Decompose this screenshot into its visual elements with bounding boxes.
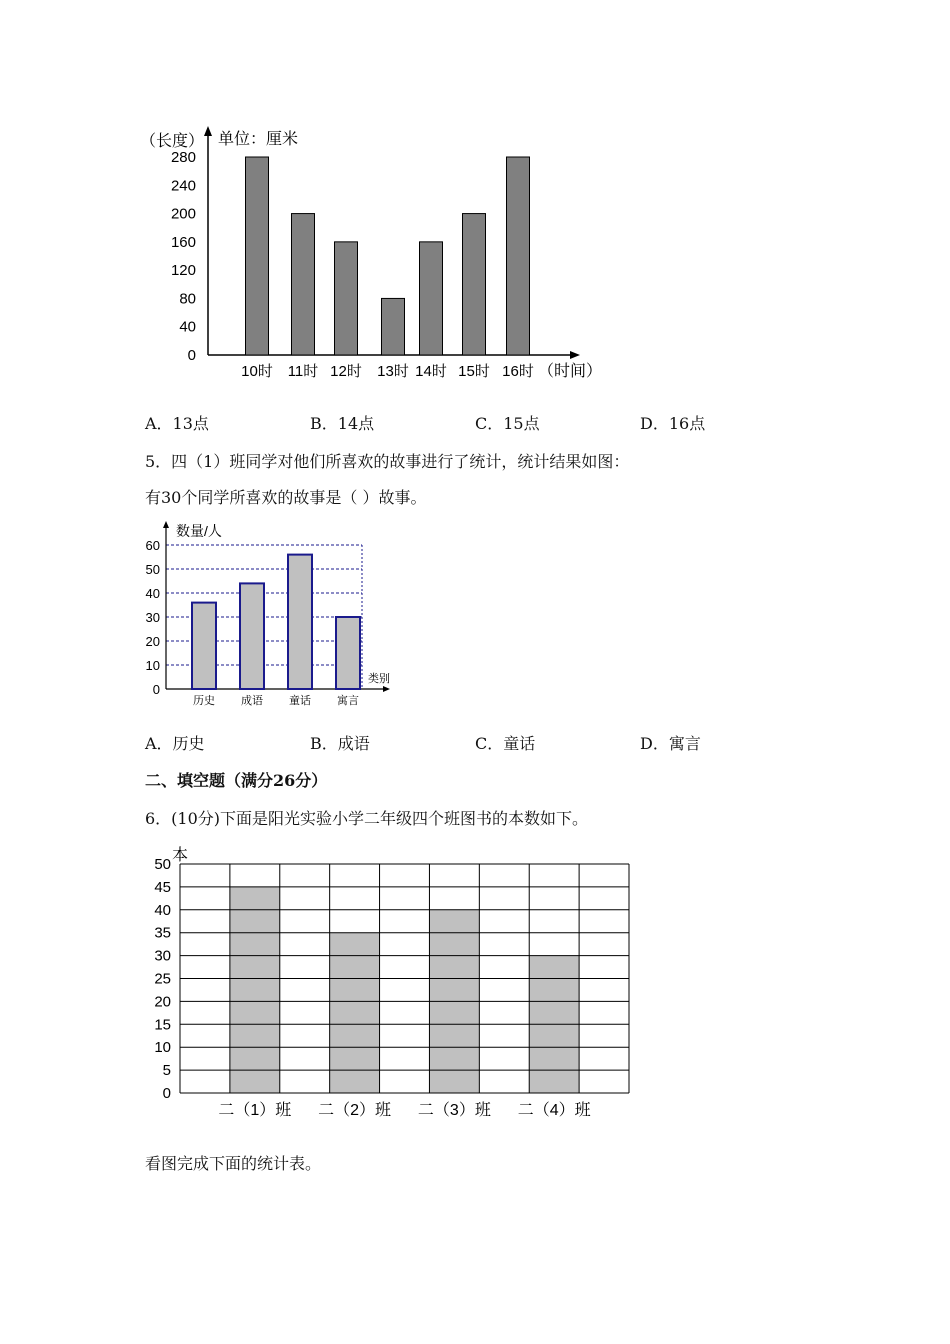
chart3-ytick-label: 30 xyxy=(154,947,171,965)
chart2-bar xyxy=(240,583,264,689)
chart3-ytick-label: 50 xyxy=(154,856,171,873)
chart1-ytick-label: 200 xyxy=(170,205,196,223)
chart2-ytick-label: 0 xyxy=(152,682,160,697)
chart1-ytick-label: 160 xyxy=(170,233,196,251)
chart3-xtick-label: 二（1）班 xyxy=(218,1102,292,1119)
chart3-ytick-label: 25 xyxy=(154,970,171,988)
chart3-ytick-label: 0 xyxy=(162,1085,171,1102)
chart1-bar xyxy=(335,242,358,355)
chart3-xtick-label: 二（3）班 xyxy=(417,1102,491,1119)
chart2-ytick-label: 50 xyxy=(145,562,160,577)
chart1-bar xyxy=(292,214,315,355)
chart2-bar xyxy=(336,617,360,689)
chart3-ytick-label: 40 xyxy=(154,901,171,919)
chart1-unit-label: 单位：厘米 xyxy=(218,131,299,148)
chart2-xtick-label: 历史 xyxy=(193,695,215,707)
chart1-bar xyxy=(420,242,443,355)
chart3-xtick-label: 二（2）班 xyxy=(318,1102,392,1119)
chart1-xtick-label: 16时 xyxy=(502,363,534,380)
chart1-ytick-label: 0 xyxy=(187,347,196,364)
chart3-ytick-label: 15 xyxy=(154,1016,171,1034)
q4-option-b[interactable]: B．14点 xyxy=(310,414,375,433)
chart2-xtick-label: 成语 xyxy=(241,695,263,707)
q5-option-d[interactable]: D．寓言 xyxy=(640,734,701,753)
chart1-xtick-label: 12时 xyxy=(330,363,362,380)
chart1-ytick-label: 120 xyxy=(170,262,196,280)
chart1-bar xyxy=(507,157,530,355)
q5-option-a[interactable]: A．历史 xyxy=(145,734,205,753)
chart1-ytick-label: 40 xyxy=(179,318,196,336)
q6-stem: 6．(10分)下面是阳光实验小学二年级四个班图书的本数如下。 xyxy=(145,809,589,828)
q5-question: 有30个同学所喜欢的故事是（ ）故事。 xyxy=(145,488,427,507)
chart3-bar xyxy=(330,933,380,1093)
chart1-bar xyxy=(463,214,486,355)
chart2-ytick-label: 60 xyxy=(145,538,160,553)
chart2-ytick-label: 20 xyxy=(145,634,160,649)
chart2-ylabel: 数量/人 xyxy=(176,523,222,539)
chart2-xtick-label: 寓言 xyxy=(337,695,359,707)
chart1-x-arrow xyxy=(570,351,580,359)
q4-option-a[interactable]: A．13点 xyxy=(145,414,209,433)
chart2-xlabel: 类别 xyxy=(368,673,390,685)
chart2-ytick-label: 10 xyxy=(145,658,160,673)
chart2-y-arrow xyxy=(163,521,169,528)
story-preference-bar-chart xyxy=(140,518,410,713)
q5-option-b[interactable]: B．成语 xyxy=(310,734,370,753)
chart1-y-arrow xyxy=(204,126,212,136)
chart1-xtick-label: 15时 xyxy=(458,363,490,380)
class-books-bar-chart xyxy=(140,840,660,1130)
chart1-xtick-label: 14时 xyxy=(415,363,447,380)
q4-option-c[interactable]: C．15点 xyxy=(475,414,540,433)
chart1-xlabel: （时间） xyxy=(538,363,603,380)
chart1-ytick-label: 280 xyxy=(170,149,196,166)
chart1-xtick-label: 11时 xyxy=(287,363,319,380)
chart3-ytick-label: 20 xyxy=(154,993,171,1011)
q6-footer: 看图完成下面的统计表。 xyxy=(145,1154,322,1173)
chart2-ytick-label: 40 xyxy=(145,586,160,601)
chart2-bar xyxy=(288,555,312,689)
chart1-ytick-label: 240 xyxy=(170,177,196,195)
chart3-bar xyxy=(230,887,280,1093)
chart1-xtick-label: 13时 xyxy=(377,363,409,380)
chart2-x-arrow xyxy=(383,686,390,692)
chart2-ytick-label: 30 xyxy=(145,610,160,625)
chart1-ytick-label: 80 xyxy=(179,290,196,308)
section2-heading: 二、填空题（满分26分） xyxy=(145,771,328,790)
chart1-ylabel: （长度） xyxy=(140,133,205,150)
q4-option-d[interactable]: D．16点 xyxy=(640,414,706,433)
chart3-xtick-label: 二（4）班 xyxy=(517,1102,591,1119)
chart2-xtick-label: 童话 xyxy=(289,695,311,707)
q5-option-c[interactable]: C．童话 xyxy=(475,734,536,753)
q5-stem: 5．四（1）班同学对他们所喜欢的故事进行了统计，统计结果如图： xyxy=(145,452,630,471)
chart1-bar xyxy=(246,157,269,355)
time-length-bar-chart xyxy=(130,120,610,390)
chart1-bar xyxy=(382,298,405,355)
chart3-ytick-label: 45 xyxy=(154,878,171,896)
chart3-ylabel: 本 xyxy=(172,847,189,864)
chart1-xtick-label: 10时 xyxy=(241,363,273,380)
chart2-bar xyxy=(192,603,216,689)
chart3-ytick-label: 10 xyxy=(154,1039,171,1057)
chart3-ytick-label: 35 xyxy=(154,924,171,942)
chart3-ytick-label: 5 xyxy=(162,1062,171,1080)
